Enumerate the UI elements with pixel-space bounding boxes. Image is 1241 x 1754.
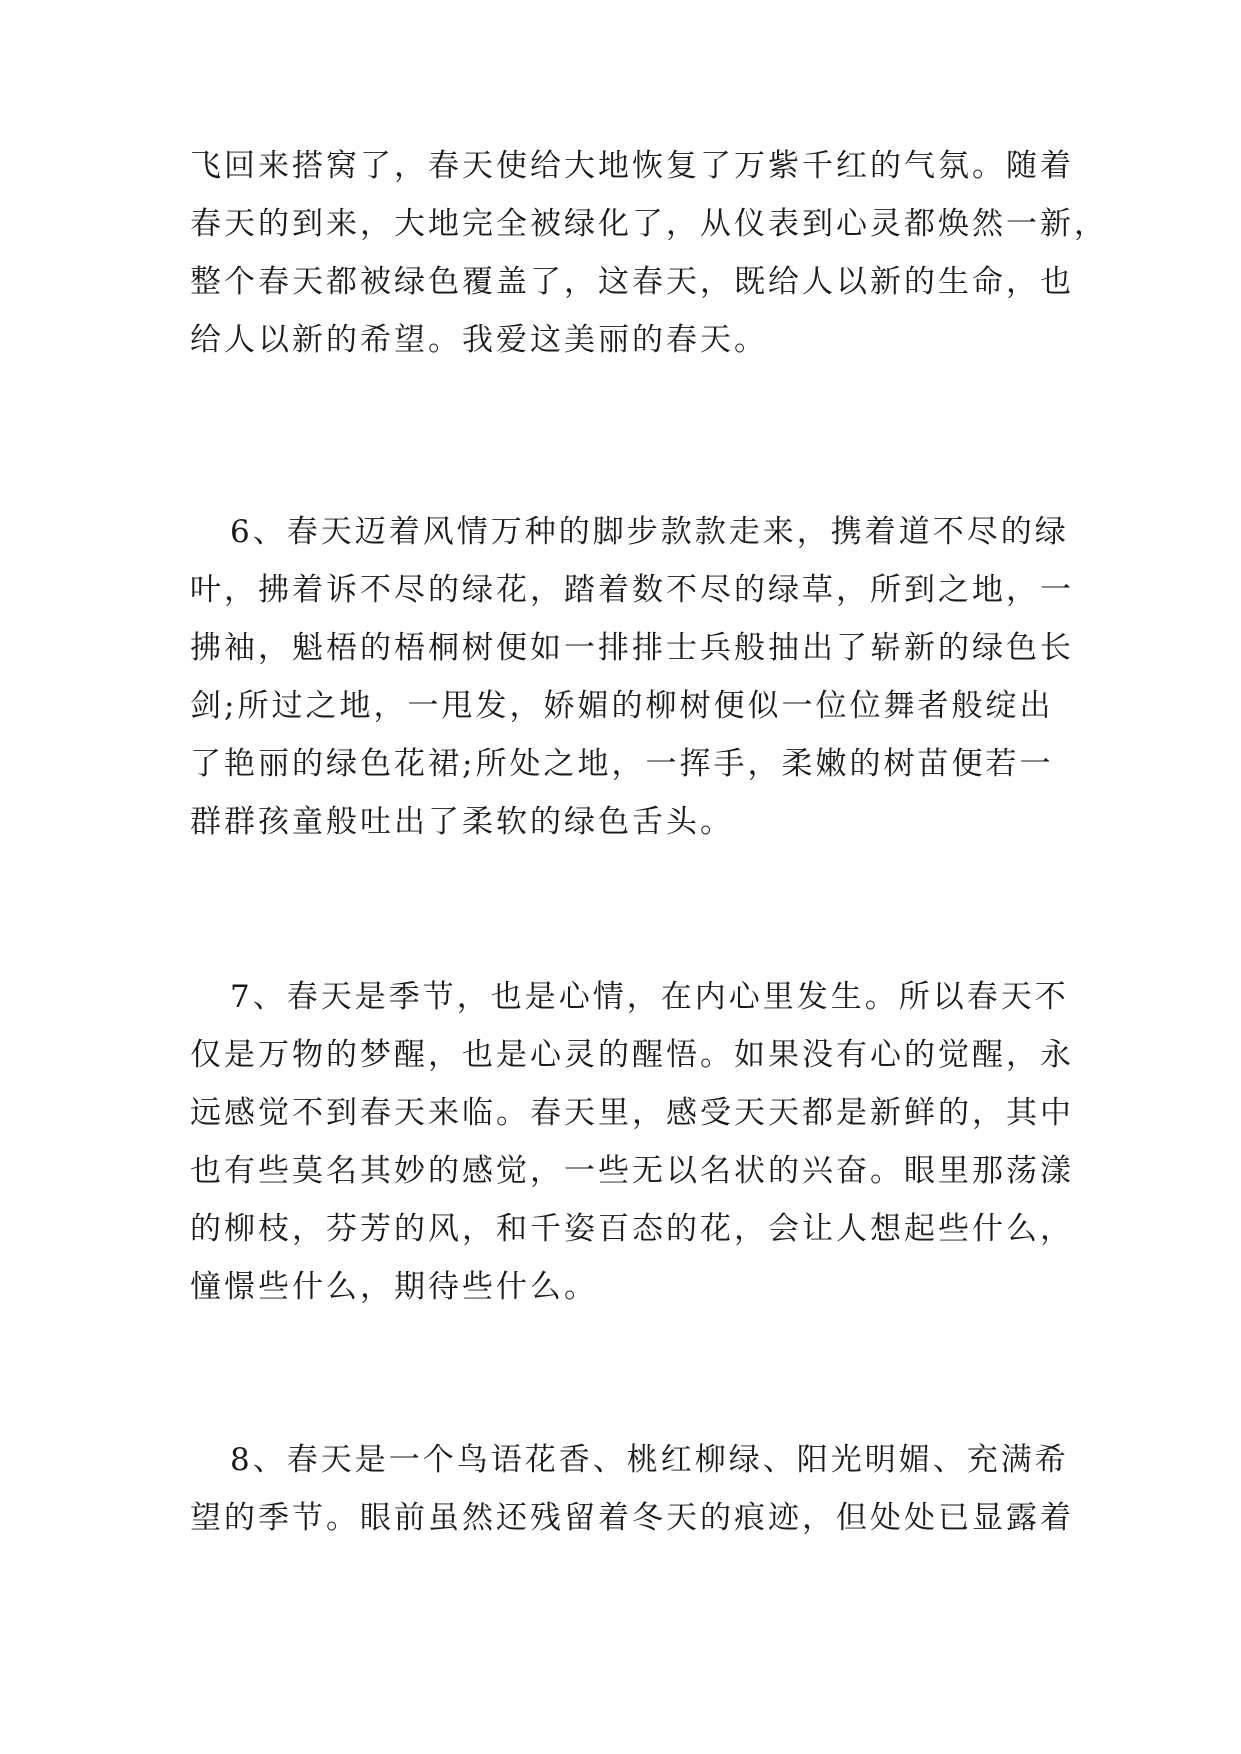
text-line: 了艳丽的绿色花裙;所处之地，一挥手，柔嫩的树苗便若一	[190, 746, 1054, 782]
text-line: 远感觉不到春天来临。春天里，感受天天都是新鲜的，其中	[190, 1095, 1074, 1131]
text-line: 给人以新的希望。我爱这美丽的春天。	[190, 322, 768, 358]
text-line: 也有些莫名其妙的感觉，一些无以名状的兴奋。眼里那荡漾	[190, 1153, 1074, 1189]
paragraph-7	[190, 968, 1074, 1316]
text-line: 春天的到来，大地完全被绿化了，从仪表到心灵都焕然一新，	[190, 206, 1108, 242]
text-line: 8、春天是一个鸟语花香、桃红柳绿、阳光明媚、充满希	[230, 1442, 1069, 1478]
text-line: 仅是万物的梦醒，也是心灵的醒悟。如果没有心的觉醒，永	[190, 1037, 1074, 1073]
text-line: 剑;所过之地，一甩发，娇媚的柳树便似一位位舞者般绽出	[190, 688, 1054, 724]
text-line: 飞回来搭窝了，春天使给大地恢复了万紫千红的气氛。随着	[190, 148, 1074, 184]
text-line: 7、春天是季节，也是心情，在内心里发生。所以春天不	[230, 979, 1069, 1015]
text-line: 憧憬些什么，期待些什么。	[190, 1269, 598, 1305]
paragraph-6	[190, 503, 1074, 851]
text-line: 拂袖，魁梧的梧桐树便如一排排士兵般抽出了崭新的绿色长	[190, 630, 1074, 666]
text-line: 整个春天都被绿色覆盖了，这春天，既给人以新的生命，也	[190, 264, 1074, 300]
text-line: 群群孩童般吐出了柔软的绿色舌头。	[190, 804, 734, 840]
text-line: 望的季节。眼前虽然还残留着冬天的痕迹，但处处已显露着	[190, 1500, 1074, 1536]
paragraph-8	[190, 1431, 1074, 1547]
text-line: 叶，拂着诉不尽的绿花，踏着数不尽的绿草，所到之地，一	[190, 572, 1074, 608]
text-line: 的柳枝，芬芳的风，和千姿百态的花，会让人想起些什么，	[190, 1211, 1074, 1247]
text-line: 6、春天迈着风情万种的脚步款款走来，携着道不尽的绿	[230, 514, 1069, 550]
paragraph-5-continued	[190, 137, 1108, 369]
